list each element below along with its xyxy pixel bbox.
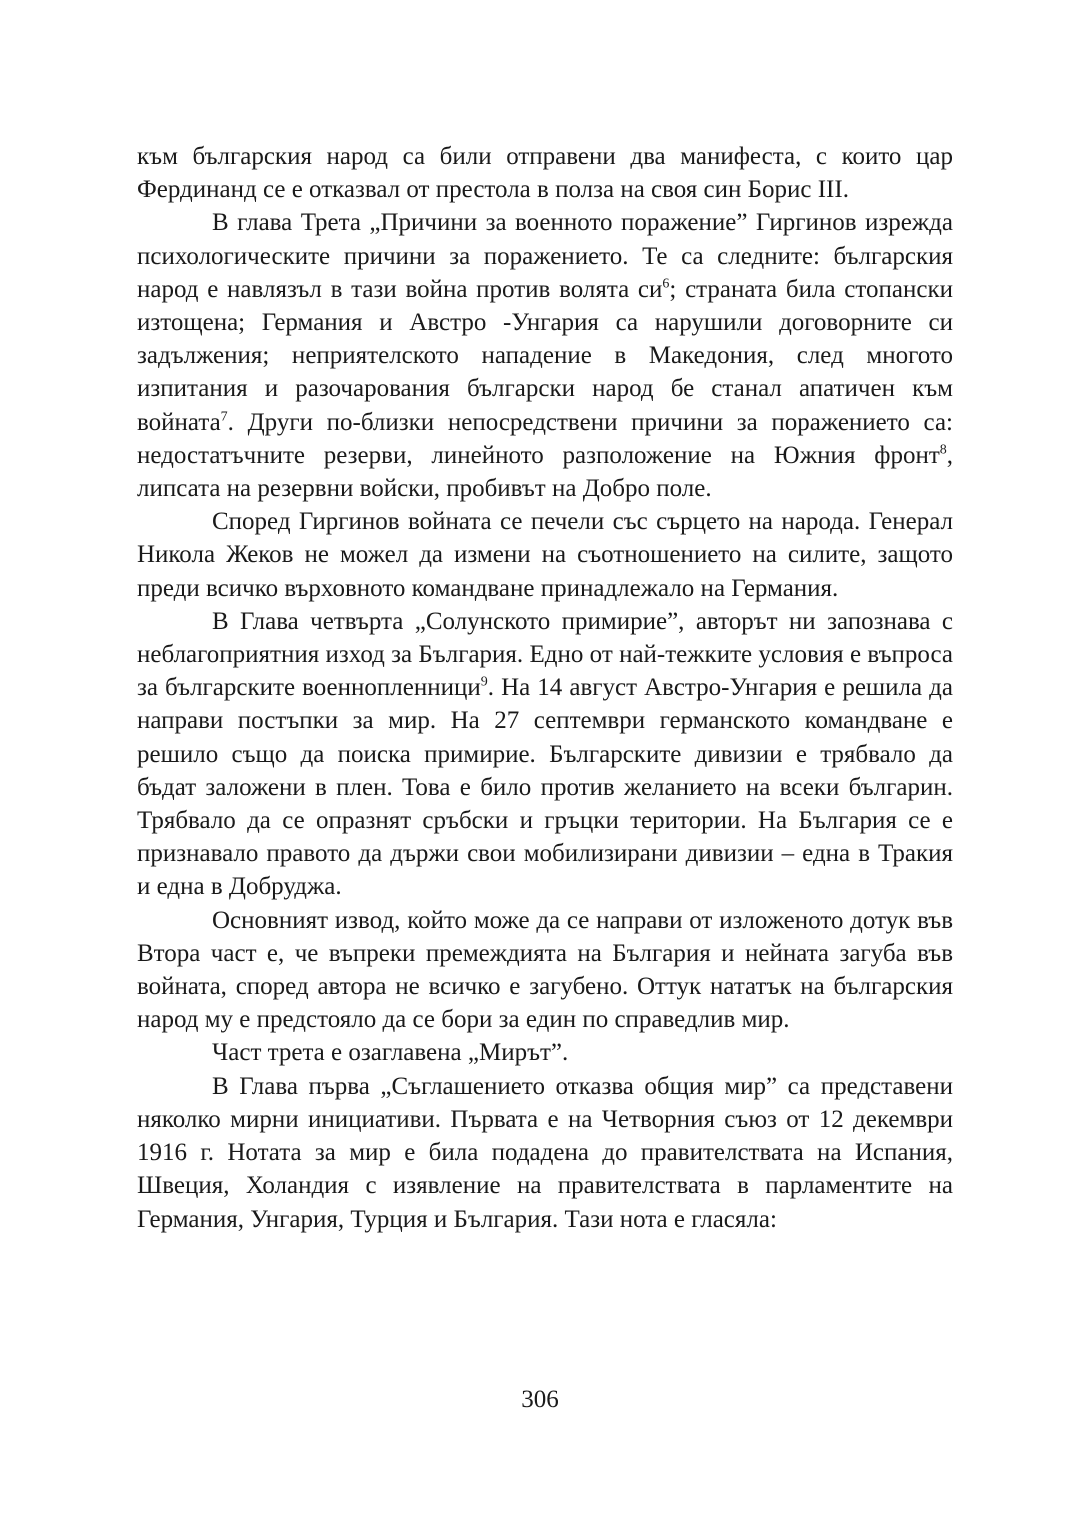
paragraph [137,605,953,904]
paragraph [137,505,953,605]
paragraph [137,904,953,1037]
text-run: Основният извод, който може да се направи от изложеното дотук във Втора част е, че въпреки премеждията на България и нейната загуба във войната, според автора не всичко е загубено. Оттук нататък на българския народ му е предстояло да се бори за един по справедлив мир. [137,906,953,1034]
text-run: ; страната била стопански изтощена; Германия и Австро -Унгария са нарушили договорните си задължения; неприятелското нападение в Македония, след многото изпитания и разочарования български народ бе станал апатичен към войната [137,275,953,436]
text-run: В Глава първа „Съглашението отказва общия мир” са представени няколко мирни инициативи. Първата е на Четворния съюз от 12 декември 1916 г. Нотата за мир е била подадена до правителствата на Испания, Швеция, Холандия с изявление на правителствата в парламентите на Германия, Унгария, Турция и България. Тази нота е гласяла: [137,1072,953,1233]
text-run: Част трета е озаглавена „Мирът”. [212,1039,569,1067]
page-number: 306 [521,1386,559,1413]
text-run: . На 14 август Австро-Унгария е решила да направи постъпки за мир. На 27 септември германското командване е решило също да поиска примирие. Българските дивизии е трябвало да бъдат заложени в плен. Това е било против желанието на всеки българин. Трябвало да се опразнят сръбски и гръцки територии. На България се е признавало правото да държи свои мобилизирани дивизии – една в Тракия и една в Добруджа. [137,674,953,901]
paragraph [137,1070,953,1236]
paragraph [137,206,953,505]
text-run: . Други по-близки непосредствени причини за поражението са: недостатъчните резерви, линейното разположение на Южния фронт [137,408,953,469]
text-run: Според Гиргинов войната се печели със сърцето на народа. Генерал Никола Жеков не можел да измени на съотношението на силите, защото преди всичко върховното командване принадлежало на Германия. [137,508,953,602]
footnote-ref: 8 [939,442,947,458]
body-text [137,140,953,1236]
footnote-ref: 6 [662,276,670,292]
text-run: В глава Трета „Причини за военното поражение” Гиргинов изрежда психологическите причини за поражението. Те са следните: българския народ е навлязъл в тази война против волята си [137,209,953,303]
footnote-ref: 7 [220,409,228,425]
text-run: към българския народ са били отправени два манифеста, с които цар Фердинанд се е отказвал от престола в полза на своя син Борис III. [137,143,953,204]
text-run: , липсата на резервни войски, пробивът на Добро поле. [137,441,953,503]
paragraph [137,1036,953,1069]
text-run: В Глава четвърта „Солунското примирие”, авторът ни запознава с неблагоприятния изход за България. Едно от най-тежките условия е въпроса за българските военнопленници [137,607,953,702]
footnote-ref: 9 [480,674,488,690]
paragraph [137,140,953,206]
